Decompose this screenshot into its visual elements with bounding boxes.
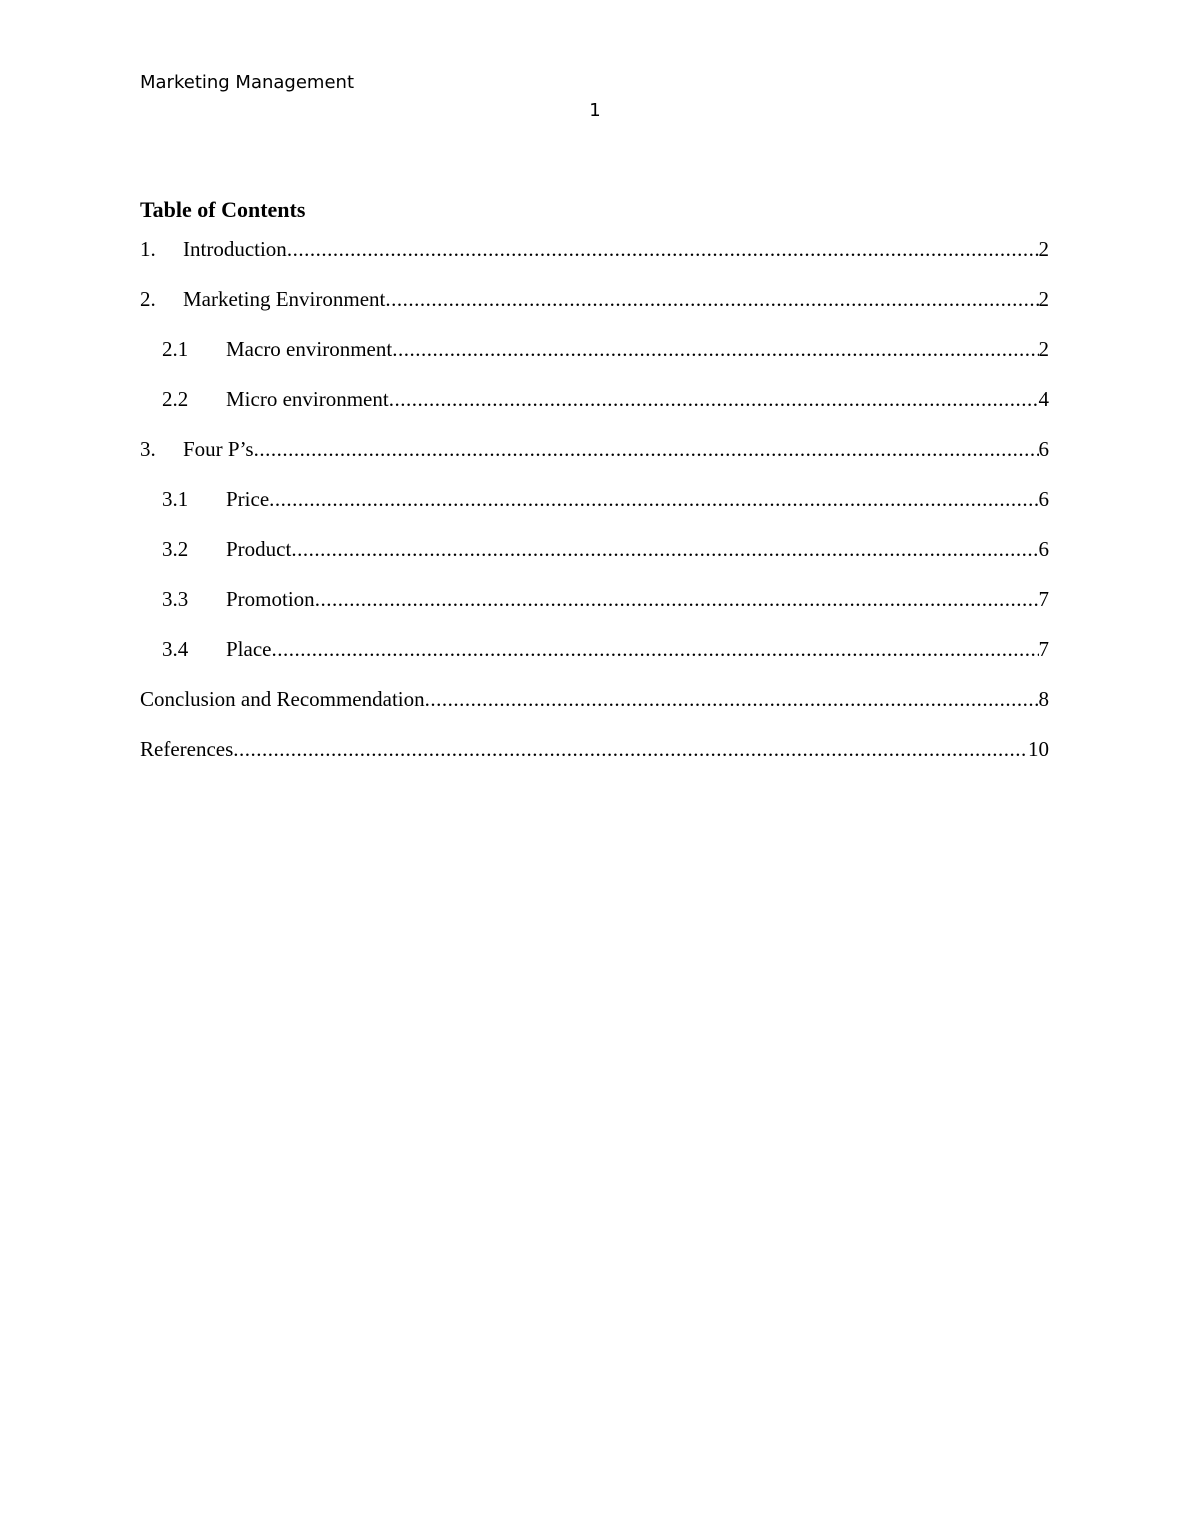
toc-entry-conclusion[interactable] [140, 686, 1049, 736]
toc-entry-text: References [140, 737, 234, 761]
toc-entry-page: 2 [1038, 237, 1049, 261]
page-number: 1 [589, 100, 601, 121]
toc-entry-references[interactable] [140, 736, 1049, 786]
toc-entry-marketing-environment[interactable] [140, 286, 1049, 336]
toc-entry-number: 3.1 [162, 487, 189, 511]
toc-entry-number: 1. [140, 237, 156, 261]
toc-entry-text: Micro environment [226, 387, 389, 411]
toc-entry-number: 2. [140, 287, 156, 311]
toc-entry-micro-environment[interactable] [140, 386, 1049, 436]
toc-dot-leader [385, 286, 1038, 312]
running-header: Marketing Management [140, 72, 355, 93]
toc-entry-text: Marketing Environment [183, 287, 386, 311]
toc-entry-page: 6 [1038, 487, 1049, 511]
toc-entry-text: Conclusion and Recommendation [140, 687, 425, 711]
toc-entry-page: 2 [1038, 287, 1049, 311]
toc-entry-macro-environment[interactable] [140, 336, 1049, 386]
toc-entry-introduction[interactable] [140, 236, 1049, 286]
toc-entry-promotion[interactable] [140, 586, 1049, 636]
toc-entry-page: 6 [1038, 437, 1049, 461]
toc-entry-page: 8 [1038, 687, 1049, 711]
toc-entry-text: Introduction [183, 237, 287, 261]
toc-dot-leader [389, 386, 1039, 412]
toc-entry-four-ps[interactable] [140, 436, 1049, 486]
toc-dot-leader [254, 436, 1039, 462]
toc-entry-text: Macro environment [226, 337, 393, 361]
toc-entry-text: Four P’s [183, 437, 254, 461]
toc-entry-text: Promotion [226, 587, 315, 611]
toc-dot-leader [291, 536, 1038, 562]
toc-entry-number: 2.2 [162, 387, 189, 411]
toc-entry-number: 3. [140, 437, 156, 461]
toc-entry-number: 3.2 [162, 537, 189, 561]
toc-entry-place[interactable] [140, 636, 1049, 686]
toc-entry-text: Price [226, 487, 270, 511]
toc-entry-product[interactable] [140, 536, 1049, 586]
toc-title: Table of Contents [140, 197, 306, 222]
toc-entry-number: 2.1 [162, 337, 189, 361]
toc-dot-leader [269, 486, 1038, 512]
toc-entry-number: 3.4 [162, 637, 189, 661]
toc-entry-page: 7 [1038, 637, 1049, 661]
toc-dot-leader [287, 236, 1039, 262]
toc-entry-page: 4 [1038, 387, 1049, 411]
toc-entry-page: 6 [1038, 537, 1049, 561]
toc-dot-leader [271, 636, 1038, 662]
toc-dot-leader [392, 336, 1038, 362]
toc-entry-page: 10 [1028, 737, 1049, 761]
toc-dot-leader [233, 736, 1028, 762]
toc-dot-leader [315, 586, 1039, 612]
toc-entry-number: 3.3 [162, 587, 189, 611]
toc-dot-leader [425, 686, 1039, 712]
toc-entry-text: Place [226, 637, 272, 661]
toc-entry-page: 7 [1038, 587, 1049, 611]
toc-entry-page: 2 [1038, 337, 1049, 361]
table-of-contents [140, 196, 1049, 786]
toc-entry-text: Product [226, 537, 292, 561]
toc-entry-price[interactable] [140, 486, 1049, 536]
